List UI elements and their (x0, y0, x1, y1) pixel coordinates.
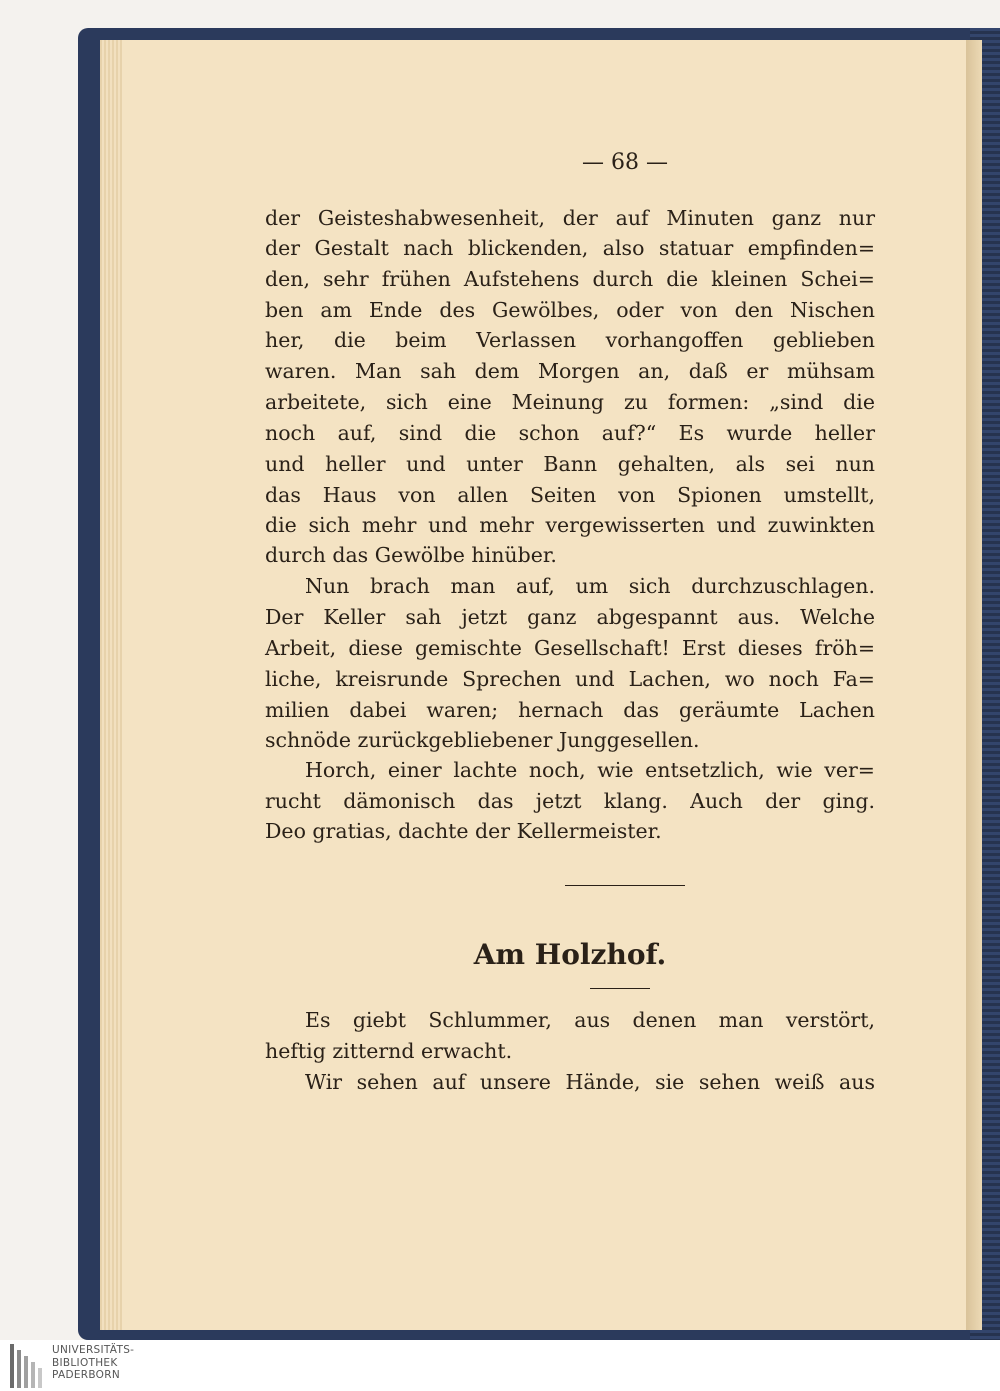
footer-bar (0, 1340, 1000, 1391)
text-line: der Geisteshabwesenheit, der auf Minuten ganz nur (265, 206, 875, 230)
next-page-edge (966, 40, 982, 1330)
text-line: durch das Gewölbe hinüber. (265, 543, 557, 567)
text-line: arbeitete, sich eine Meinung zu formen: „sind die (265, 390, 875, 414)
library-name-line: BIBLIOTHEK (52, 1356, 118, 1369)
text-line: waren. Man sah dem Morgen an, daß er mühsam (265, 359, 875, 383)
section-heading: Am Holzhof. (473, 938, 667, 971)
page-number: — 68 — (582, 150, 668, 175)
library-logo-icon (10, 1344, 44, 1388)
text-line: noch auf, sind die schon auf?“ Es wurde heller (265, 421, 875, 445)
text-line: ben am Ende des Gewölbes, oder von den Nischen (265, 298, 875, 322)
text-line: der Gestalt nach blickenden, also statuar empfinden= (265, 236, 875, 260)
text-line: die sich mehr und mehr vergewisserten und zuwinkten (265, 513, 875, 537)
text-line: Nun brach man auf, um sich durchzuschlagen. (305, 574, 875, 598)
library-name-line: UNIVERSITÄTS- (52, 1344, 135, 1356)
text-line: schnöde zurückgebliebener Junggesellen. (265, 728, 700, 752)
text-line: Wir sehen auf unsere Hände, sie sehen weiß aus (305, 1070, 875, 1094)
text-line: das Haus von allen Seiten von Spionen umstellt, (265, 483, 875, 507)
text-line: liche, kreisrunde Sprechen und Lachen, wo noch Fa= (265, 667, 875, 691)
section-divider (565, 885, 685, 886)
text-line: heftig zitternd erwacht. (265, 1039, 513, 1063)
text-line: Deo gratias, dachte der Kellermeister. (265, 819, 662, 843)
text-line: her, die beim Verlassen vorhangoffen geblieben (265, 328, 875, 352)
library-name-line: PADERBORN (52, 1369, 120, 1381)
text-line: Arbeit, diese gemischte Gesellschaft! Erst dieses fröh= (265, 636, 875, 660)
text-line: Horch, einer lachte noch, wie entsetzlich, wie ver= (305, 758, 875, 782)
heading-underline (590, 988, 650, 989)
library-name (52, 1344, 134, 1382)
text-line: und heller und unter Bann gehalten, als sei nun (265, 452, 875, 476)
text-line: Es giebt Schlummer, aus denen man verstört, (305, 1008, 875, 1032)
text-line: Der Keller sah jetzt ganz abgespannt aus. Welche (265, 605, 875, 629)
text-line: milien dabei waren; hernach das geräumte Lachen (265, 698, 875, 722)
page-stack-edge (100, 40, 122, 1330)
text-line: den, sehr frühen Aufstehens durch die kleinen Schei= (265, 267, 875, 291)
text-line: rucht dämonisch das jetzt klang. Auch der ging. (265, 789, 875, 813)
